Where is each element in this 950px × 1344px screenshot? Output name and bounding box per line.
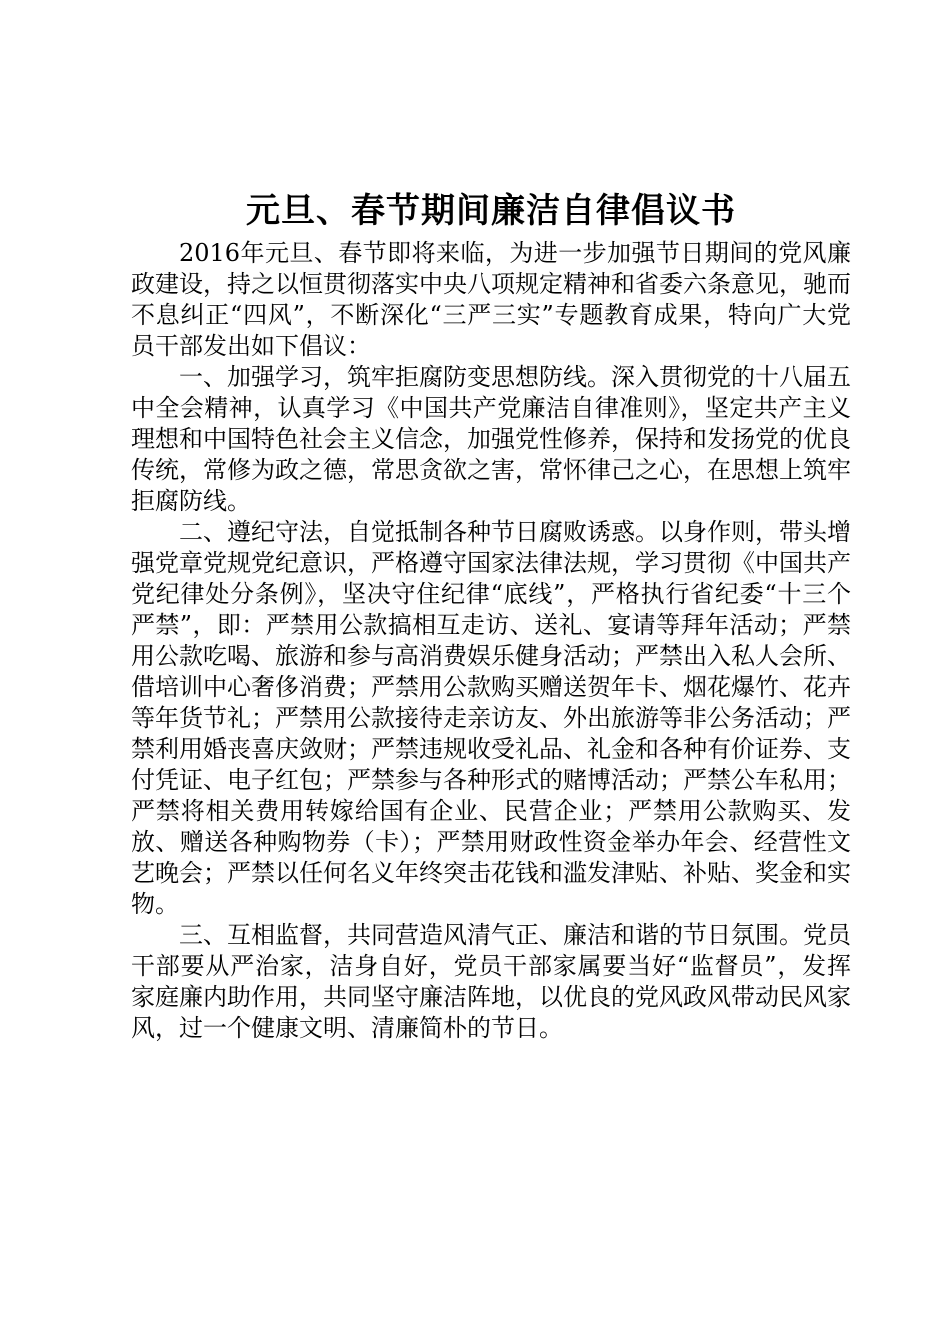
section-three-paragraph: 三、互相监督，共同营造风清气正、廉洁和谐的节日氛围。党员干部要从严治家，洁身自好，党员干部家属要当好“监督员”，发挥家庭廉内助作用，共同坚守廉洁阵地，以优良的党风政风带动民风家风，过一个健康文明、清廉简朴的节日。 [131, 921, 851, 1042]
document-title: 元旦、春节期间廉洁自律倡议书 [246, 191, 736, 231]
document-page [131, 186, 851, 1044]
intro-paragraph: 2016年元旦、春节即将来临，为进一步加强节日期间的党风廉政建设，持之以恒贯彻落实中央八项规定精神和省委六条意见，驰而不息纠正“四风”，不断深化“三严三实”专题教育成果，特向广大党员干部发出如下倡议： [131, 239, 851, 360]
section-two-paragraph: 二、遵纪守法，自觉抵制各种节日腐败诱惑。以身作则，带头增强党章党规党纪意识，严格遵守国家法律法规，学习贯彻《中国共产党纪律处分条例》，坚决守住纪律“底线”，严格执行省纪委“十三个严禁”，即：严禁用公款搞相互走访、送礼、宴请等拜年活动；严禁用公款吃喝、旅游和参与高消费娱乐健身活动；严禁出入私人会所、借培训中心奢侈消费；严禁用公款购买赠送贺年卡、烟花爆竹、花卉等年货节礼；严禁用公款接待走亲访友、外出旅游等非公务活动；严禁利用婚丧喜庆敛财；严禁违规收受礼品、礼金和各种有价证券、支付凭证、电子红包；严禁参与各种形式的赌博活动；严禁公车私用；严禁将相关费用转嫁给国有企业、民营企业；严禁用公款购买、发放、赠送各种购物券（卡）；严禁用财政性资金举办年会、经营性文艺晚会；严禁以任何名义年终突击花钱和滥发津贴、补贴、奖金和实物。 [131, 518, 851, 918]
section-one-paragraph: 一、加强学习，筑牢拒腐防变思想防线。深入贯彻党的十八届五中全会精神，认真学习《中国共产党廉洁自律准则》，坚定共产主义理想和中国特色社会主义信念，加强党性修养，保持和发扬党的优良传统，常修为政之德，常思贪欲之害，常怀律己之心，在思想上筑牢拒腐防线。 [131, 363, 851, 515]
